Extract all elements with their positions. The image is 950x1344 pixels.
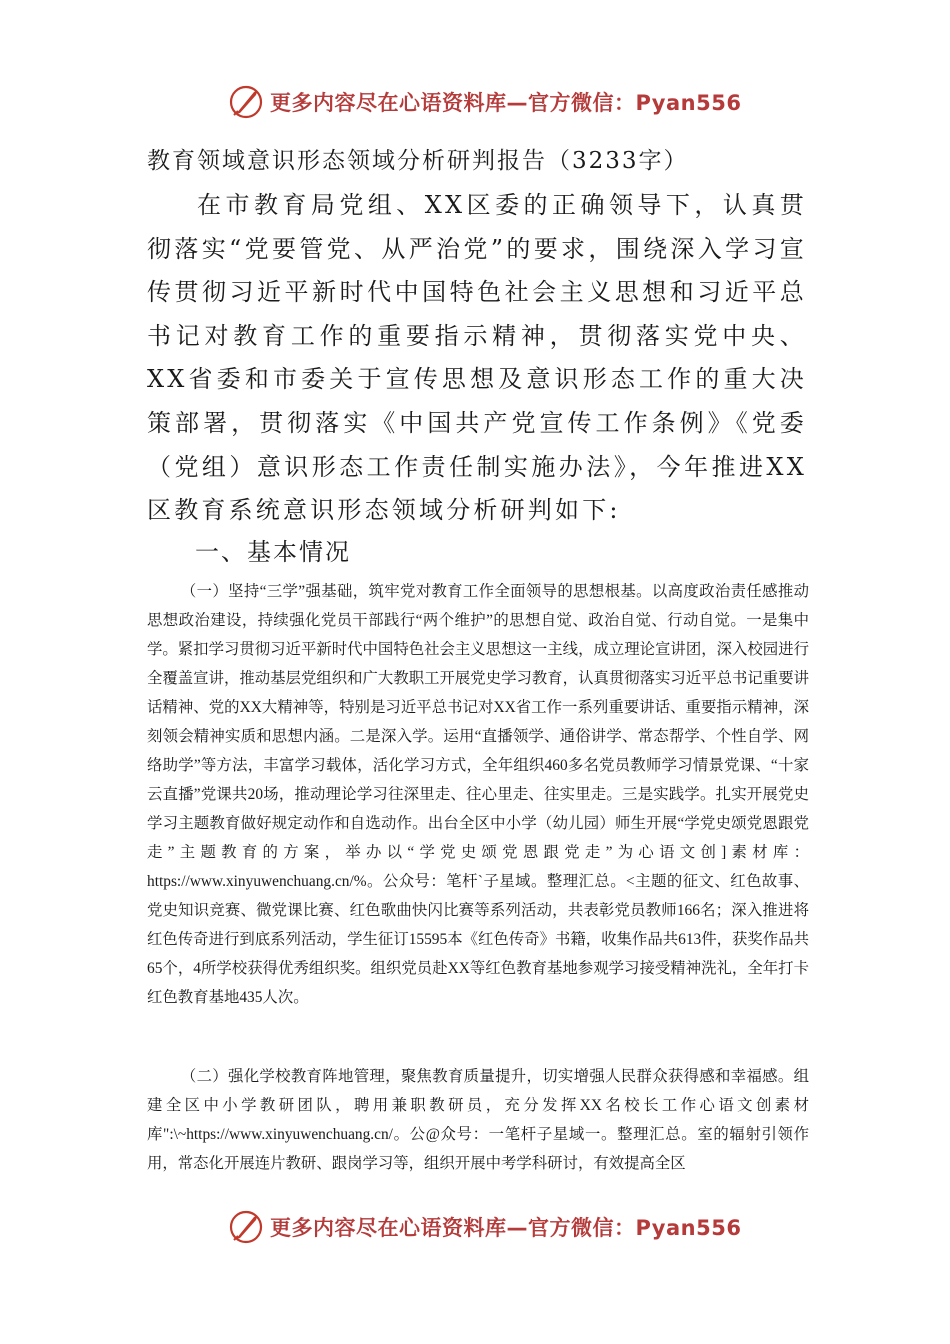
body-paragraph-2: （二）强化学校教育阵地管理，聚焦教育质量提升，切实增强人民群众获得感和幸福感。组建全区中小学教研团队，聘用兼职教研员，充分发挥XX名校长工作心语文创素材库":\~https://www.xinyuwenchuang.cn/。公@众号：一笔杆子星域一。整理汇总。室的辐射引领作用，常态化开展连片教研、跟岗学习等，组织开展中考学科研讨，有效提高全区 [147,1068,809,1172]
section-heading: 一、基本情况 [195,538,351,566]
document-title: 教育领域意识形态领域分析研判报告（3233字） [147,148,689,174]
banner-text: 更多内容尽在心语资料库—官方微信：Pyan556 [270,1216,742,1240]
footer-watermark-banner [228,1207,741,1247]
quill-pen-logo-icon [228,84,264,120]
header-watermark-banner [228,82,741,122]
banner-text: 更多内容尽在心语资料库—官方微信：Pyan556 [270,91,742,115]
intro-paragraph: 在市教育局党组、XX区委的正确领导下，认真贯彻落实“党要管党、从严治党”的要求，围绕深入学习宣传贯彻习近平新时代中国特色社会主义思想和习近平总书记对教育工作的重要指示精神，贯彻落实党中央、XX省委和市委关于宣传思想及意识形态工作的重大决策部署，贯彻落实《中国共产党宣传工作条例》《党委（党组）意识形态工作责任制实施办法》，今年推进XX区教育系统意识形态领域分析研判如下: [147,191,807,525]
body-paragraph-1: （一）坚持“三学”强基础，筑牢党对教育工作全面领导的思想根基。以高度政治责任感推动思想政治建设，持续强化党员干部践行“两个维护”的思想自觉、政治自觉、行动自觉。一是集中学。紧扣学习贯彻习近平新时代中国特色社会主义思想这一主线，成立理论宣讲团，深入校园进行全覆盖宣讲，推动基层党组织和广大教职工开展党史学习教育，认真贯彻落实习近平总书记重要讲话精神、党的XX大精神等，特别是习近平总书记对XX省工作一系列重要讲话、重要指示精神，深刻领会精神实质和思想内涵。二是深入学。运用“直播领学、通俗讲学、常态帮学、个性自学、网络助学”等方法，丰富学习载体，活化学习方式，全年组织460多名党员教师学习情景党课、“十家云直播”党课共20场，推动理论学习往深里走、往心里走、往实里走。三是实践学。扎实开展党史学习主题教育做好规定动作和自选动作。出台全区中小学（幼儿园）师生开展“学党史颂党恩跟党走”主题教育的方案，举办以“学党史颂党恩跟党走”为心语文创]素材库：https://www.xinyuwenchuang.cn/%。公众号：笔杆`子星域。整理汇总。<主题的征文、红色故事、党史知识竞赛、微党课比赛、红色歌曲快闪比赛等系列活动，共表彰党员教师166名；深入推进将红色传奇进行到底系列活动，学生征订15595本《红色传奇》书籍，收集作品共613件，获奖作品共65个，4所学校获得优秀组织奖。组织党员赴XX等红色教育基地参观学习接受精神洗礼，全年打卡红色教育基地435人次。 [147,583,809,1006]
quill-pen-logo-icon [228,1209,264,1245]
